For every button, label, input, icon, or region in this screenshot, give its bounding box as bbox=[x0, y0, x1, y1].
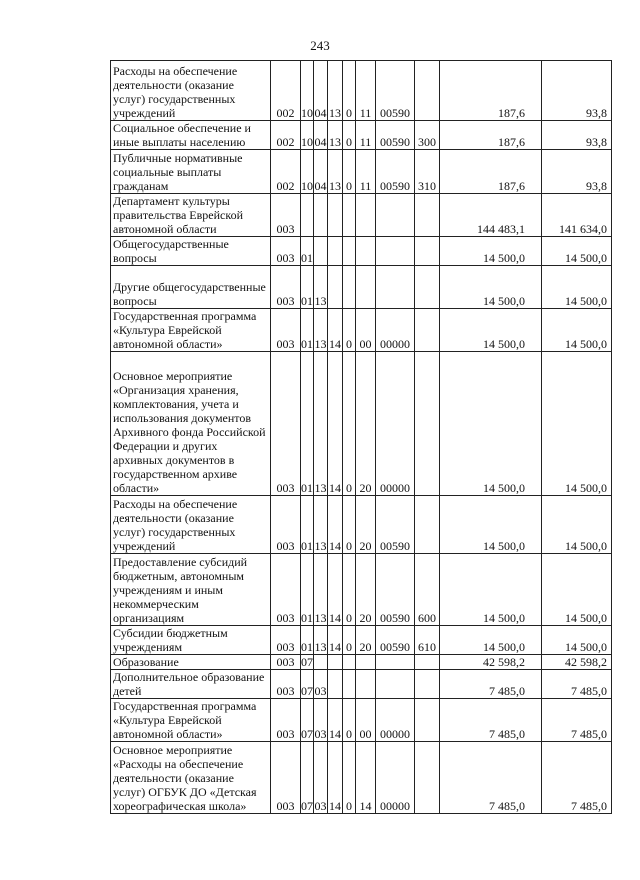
target-code-program: 13 bbox=[328, 61, 343, 121]
target-code-activity: 14 bbox=[356, 742, 376, 814]
target-code-direction: 00590 bbox=[376, 496, 415, 554]
amount-year-2: 93,8 bbox=[542, 121, 612, 150]
ved-code: 003 bbox=[271, 554, 301, 626]
section-code: 07 bbox=[301, 655, 313, 669]
target-code-activity: 00 bbox=[356, 309, 376, 352]
table-row bbox=[111, 742, 612, 814]
section-code bbox=[301, 194, 314, 237]
target-code-direction: 00000 bbox=[376, 352, 415, 496]
row-name: Дополнительное образование детей bbox=[111, 670, 271, 699]
target-code-direction: 00590 bbox=[376, 626, 415, 655]
subsection-code: 04 bbox=[314, 121, 328, 150]
target-code-program bbox=[328, 266, 343, 309]
target-code-activity: 20 bbox=[356, 554, 376, 626]
expense-type-code bbox=[415, 237, 440, 266]
amount-year-1: 14 500,0 bbox=[440, 352, 542, 496]
target-code-direction: 00590 bbox=[376, 554, 415, 626]
amount-year-2: 14 500,0 bbox=[542, 496, 612, 554]
expense-type-code bbox=[415, 496, 440, 554]
section-code: 01 bbox=[301, 554, 314, 626]
row-name: Расходы на обеспечение деятельности (оказание услуг) государственных учреждений bbox=[111, 496, 271, 554]
table-row bbox=[111, 237, 612, 266]
target-code-activity bbox=[356, 655, 376, 670]
ved-code: 003 bbox=[271, 309, 301, 352]
amount-year-1: 14 500,0 bbox=[440, 309, 542, 352]
expense-type-code bbox=[415, 352, 440, 496]
target-code-activity: 00 bbox=[356, 699, 376, 742]
target-code-direction: 00000 bbox=[376, 742, 415, 814]
expense-type-code bbox=[415, 655, 440, 670]
target-code-subprogram: 0 bbox=[343, 742, 356, 814]
table-row bbox=[111, 266, 612, 309]
target-code-subprogram: 0 bbox=[343, 150, 356, 194]
subsection-code bbox=[314, 194, 328, 237]
target-code-activity: 20 bbox=[356, 626, 376, 655]
table-row bbox=[111, 496, 612, 554]
target-code-activity: 20 bbox=[356, 352, 376, 496]
target-code-program bbox=[328, 237, 343, 266]
amount-year-1: 144 483,1 bbox=[440, 194, 542, 237]
section-code: 01 bbox=[301, 237, 314, 266]
amount-year-1: 14 500,0 bbox=[440, 554, 542, 626]
amount-year-1: 187,6 bbox=[440, 61, 542, 121]
target-code-activity bbox=[356, 670, 376, 699]
target-code-subprogram: 0 bbox=[343, 626, 356, 655]
target-code-activity: 11 bbox=[356, 121, 376, 150]
target-code-subprogram bbox=[343, 670, 356, 699]
expense-type-code: 310 bbox=[415, 150, 440, 194]
budget-table bbox=[110, 60, 612, 814]
expense-type-code bbox=[415, 266, 440, 309]
target-code-direction: 00000 bbox=[376, 699, 415, 742]
amount-year-2: 93,8 bbox=[542, 61, 612, 121]
section-code: 07 bbox=[301, 742, 314, 814]
ved-code: 003 bbox=[271, 699, 301, 742]
table-row bbox=[111, 121, 612, 150]
target-code-program: 14 bbox=[328, 352, 343, 496]
row-name: Предоставление субсидий бюджетным, автономным учреждениям и иным некоммерческим организациям bbox=[111, 554, 271, 626]
section-code: 07 bbox=[301, 699, 314, 742]
target-code-direction: 00590 bbox=[376, 150, 415, 194]
ved-code: 003 bbox=[271, 496, 301, 554]
target-code-activity bbox=[356, 237, 376, 266]
subsection-code: 03 bbox=[314, 670, 328, 699]
subsection-code: 03 bbox=[314, 699, 328, 742]
subsection-code: 13 bbox=[314, 309, 328, 352]
amount-year-1: 187,6 bbox=[440, 121, 542, 150]
ved-code: 003 bbox=[271, 626, 301, 655]
expense-type-code: 600 bbox=[415, 554, 440, 626]
subsection-code: 13 bbox=[314, 554, 328, 626]
target-code-activity bbox=[356, 266, 376, 309]
amount-year-1: 7 485,0 bbox=[440, 670, 542, 699]
ved-code: 003 bbox=[271, 655, 301, 670]
table-row bbox=[111, 699, 612, 742]
target-code-program: 14 bbox=[328, 742, 343, 814]
subsection-code: 13 bbox=[314, 266, 328, 309]
section-code: 10 bbox=[301, 61, 314, 121]
table-row bbox=[111, 150, 612, 194]
subsection-code: 04 bbox=[314, 150, 328, 194]
section-code: 07 bbox=[301, 670, 314, 699]
target-code-subprogram bbox=[343, 266, 356, 309]
expense-type-code bbox=[415, 670, 440, 699]
target-code-program: 14 bbox=[328, 309, 343, 352]
target-code-program: 13 bbox=[328, 150, 343, 194]
page-number: 243 bbox=[310, 38, 330, 53]
amount-year-2: 93,8 bbox=[542, 150, 612, 194]
expense-type-code bbox=[415, 742, 440, 814]
amount-year-1: 14 500,0 bbox=[440, 266, 542, 309]
table-row bbox=[111, 194, 612, 237]
target-code-program: 14 bbox=[328, 626, 343, 655]
ved-code: 002 bbox=[271, 150, 301, 194]
amount-year-1: 14 500,0 bbox=[440, 496, 542, 554]
target-code-direction bbox=[376, 266, 415, 309]
ved-code: 003 bbox=[271, 352, 301, 496]
row-name: Другие общегосударственные вопросы bbox=[111, 266, 271, 309]
amount-year-1: 7 485,0 bbox=[440, 742, 542, 814]
ved-code: 003 bbox=[271, 194, 301, 237]
ved-code: 002 bbox=[271, 121, 301, 150]
amount-year-2: 141 634,0 bbox=[542, 194, 612, 237]
ved-code: 002 bbox=[271, 61, 301, 121]
row-name: Социальное обеспечение и иные выплаты населению bbox=[111, 121, 271, 150]
amount-year-1: 187,6 bbox=[440, 150, 542, 194]
target-code-activity bbox=[356, 194, 376, 237]
target-code-subprogram bbox=[343, 237, 356, 266]
target-code-activity: 11 bbox=[356, 150, 376, 194]
section-code: 01 bbox=[301, 266, 314, 309]
amount-year-2: 14 500,0 bbox=[542, 554, 612, 626]
row-name: Государственная программа «Культура Еврейской автономной области» bbox=[111, 309, 271, 352]
target-code-subprogram: 0 bbox=[343, 352, 356, 496]
amount-year-2: 14 500,0 bbox=[542, 352, 612, 496]
subsection-code bbox=[314, 655, 328, 670]
amount-year-2: 14 500,0 bbox=[542, 626, 612, 655]
table-row bbox=[111, 61, 612, 121]
amount-year-1: 7 485,0 bbox=[440, 699, 542, 742]
amount-year-1: 42 598,2 bbox=[440, 655, 542, 670]
amount-year-1: 14 500,0 bbox=[440, 626, 542, 655]
target-code-direction bbox=[376, 655, 415, 670]
target-code-program: 13 bbox=[328, 121, 343, 150]
row-name: Основное мероприятие «Расходы на обеспечение деятельности (оказание услуг) ОГБУК ДО «Детская хореографическая школа» bbox=[111, 742, 271, 814]
amount-year-2: 42 598,2 bbox=[542, 655, 612, 670]
row-name: Расходы на обеспечение деятельности (оказание услуг) государственных учреждений bbox=[111, 61, 271, 121]
subsection-code: 13 bbox=[314, 352, 328, 496]
subsection-code: 13 bbox=[314, 496, 328, 554]
target-code-direction: 00590 bbox=[376, 61, 415, 121]
target-code-direction bbox=[376, 194, 415, 237]
ved-code: 003 bbox=[271, 670, 301, 699]
subsection-code: 13 bbox=[314, 626, 328, 655]
section-code: 01 bbox=[301, 309, 314, 352]
target-code-subprogram bbox=[343, 194, 356, 237]
target-code-subprogram bbox=[343, 655, 356, 670]
target-code-subprogram: 0 bbox=[343, 554, 356, 626]
row-name: Образование bbox=[111, 655, 271, 670]
section-code: 01 bbox=[301, 626, 314, 655]
amount-year-1: 14 500,0 bbox=[440, 237, 542, 266]
ved-code: 003 bbox=[271, 237, 301, 266]
target-code-direction bbox=[376, 237, 415, 266]
expense-type-code: 610 bbox=[415, 626, 440, 655]
target-code-direction: 00000 bbox=[376, 309, 415, 352]
target-code-subprogram: 0 bbox=[343, 496, 356, 554]
section-code: 10 bbox=[301, 121, 314, 150]
table-row bbox=[111, 352, 612, 496]
expense-type-code bbox=[415, 61, 440, 121]
row-name: Государственная программа «Культура Еврейской автономной области» bbox=[111, 699, 271, 742]
ved-code: 003 bbox=[271, 266, 301, 309]
amount-year-2: 7 485,0 bbox=[542, 742, 612, 814]
table-row bbox=[111, 655, 612, 670]
amount-year-2: 14 500,0 bbox=[542, 237, 612, 266]
target-code-program bbox=[328, 194, 343, 237]
ved-code: 003 bbox=[271, 742, 301, 814]
row-name: Департамент культуры правительства Еврейской автономной области bbox=[111, 194, 271, 237]
amount-year-2: 14 500,0 bbox=[542, 266, 612, 309]
section-code: 01 bbox=[301, 352, 314, 496]
target-code-program bbox=[328, 655, 343, 670]
target-code-program: 14 bbox=[328, 496, 343, 554]
table-row bbox=[111, 309, 612, 352]
expense-type-code bbox=[415, 309, 440, 352]
expense-type-code bbox=[415, 194, 440, 237]
target-code-subprogram: 0 bbox=[343, 61, 356, 121]
target-code-program: 14 bbox=[328, 554, 343, 626]
expense-type-code bbox=[415, 699, 440, 742]
target-code-activity: 20 bbox=[356, 496, 376, 554]
expense-type-code: 300 bbox=[415, 121, 440, 150]
section-code: 01 bbox=[301, 496, 314, 554]
amount-year-2: 7 485,0 bbox=[542, 670, 612, 699]
amount-year-2: 7 485,0 bbox=[542, 699, 612, 742]
amount-year-2: 14 500,0 bbox=[542, 309, 612, 352]
row-name: Основное мероприятие «Организация хранения, комплектования, учета и использования документов Архивного фонда Российской Федерации и других архивных документов в государственном архиве области» bbox=[111, 352, 271, 496]
table-row bbox=[111, 626, 612, 655]
table-row bbox=[111, 554, 612, 626]
row-name: Субсидии бюджетным учреждениям bbox=[111, 626, 271, 655]
target-code-subprogram: 0 bbox=[343, 309, 356, 352]
row-name: Общегосударственные вопросы bbox=[111, 237, 271, 266]
section-code: 10 bbox=[301, 150, 314, 194]
subsection-code bbox=[314, 237, 328, 266]
target-code-direction: 00590 bbox=[376, 121, 415, 150]
target-code-subprogram: 0 bbox=[343, 699, 356, 742]
target-code-activity: 11 bbox=[356, 61, 376, 121]
target-code-subprogram: 0 bbox=[343, 121, 356, 150]
table-row bbox=[111, 670, 612, 699]
target-code-program bbox=[328, 670, 343, 699]
subsection-code: 04 bbox=[314, 61, 328, 121]
subsection-code: 03 bbox=[314, 742, 328, 814]
target-code-program: 14 bbox=[328, 699, 343, 742]
target-code-direction bbox=[376, 670, 415, 699]
row-name: Публичные нормативные социальные выплаты гражданам bbox=[111, 150, 271, 194]
